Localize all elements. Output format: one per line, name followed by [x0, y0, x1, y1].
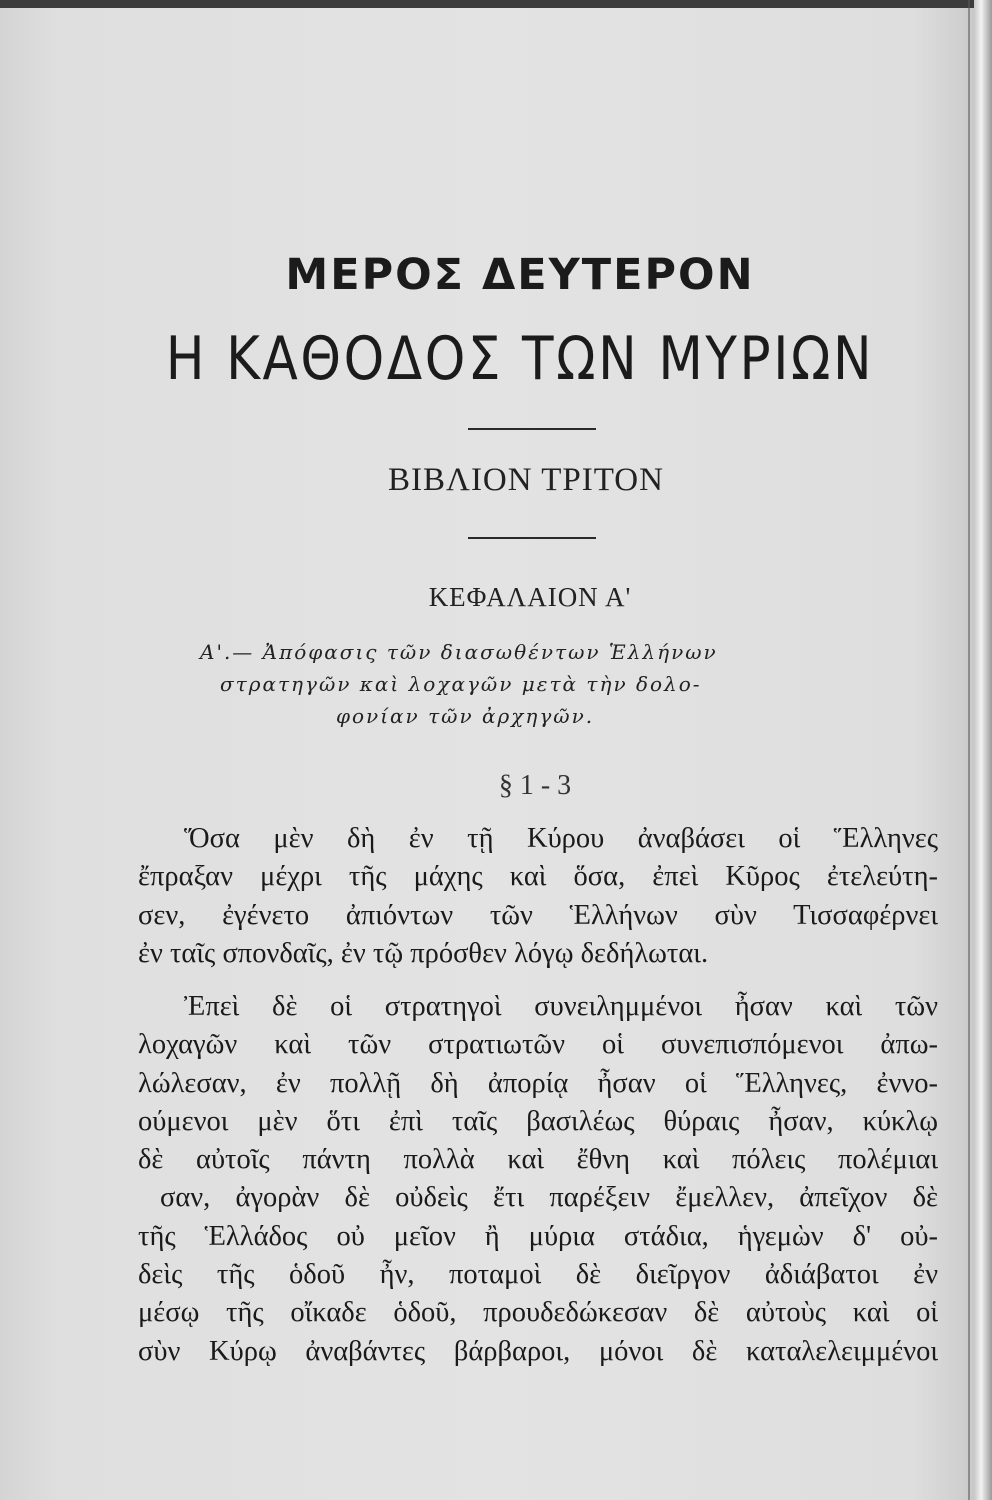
- text-line: δεὶς τῆς ὁδοῦ ἦν, ποταμοὶ δὲ διεῖργον ἀδιάβατοι ἐν: [138, 1259, 938, 1291]
- text-line: Ἐπεὶ δὲ οἱ στρατηγοὶ συνειλημμένοι ἦσαν καὶ τῶν: [184, 991, 938, 1022]
- part-title: ΜΕΡΟΣ ΔΕΥΤΕΡΟΝ: [285, 250, 755, 300]
- chapter-summary: [200, 636, 920, 732]
- text-line: δὲ αὐτοῖς πάντη πολλὰ καὶ ἔθνη καὶ πόλεις πολέμιαι: [138, 1144, 938, 1176]
- text-line: σαν, ἀγορὰν δὲ οὐδεὶς ἔτι παρέξειν ἔμελλεν, ἀπεῖχον δὲ: [160, 1182, 938, 1214]
- text-line: Ὅσα μὲν δὴ ἐν τῇ Κύρου ἀναβάσει οἱ Ἕλληνες: [184, 823, 938, 854]
- paragraph: [138, 820, 938, 973]
- page-fold-line: [968, 0, 970, 1500]
- text-line: λοχαγῶν καὶ τῶν στρατιωτῶν οἱ συνεπισπόμενοι ἀπω-: [138, 1029, 938, 1061]
- divider-rule: [468, 428, 596, 430]
- chapter-title: ΚΕΦΑΛΑΙΟΝ Α': [428, 582, 632, 612]
- scan-top-edge: [0, 0, 992, 8]
- main-title: Η ΚΑΘΟΔΟΣ ΤΩΝ ΜΥΡΙΩΝ: [165, 324, 875, 394]
- text-line: λώλεσαν, ἐν πολλῇ δὴ ἀπορίᾳ ἦσαν οἱ Ἕλληνες, ἐννο-: [138, 1067, 938, 1099]
- text-line: μέσῳ τῆς οἴκαδε ὁδοῦ, προυδεδώκεσαν δὲ αὐτοὺς καὶ οἱ: [138, 1297, 938, 1329]
- text-line: τῆς Ἑλλάδος οὐ μεῖον ἢ μύρια στάδια, ἡγεμὼν δ' οὐ-: [138, 1220, 938, 1252]
- text-line: ἔπραξαν μέχρι τῆς μάχης καὶ ὅσα, ἐπεὶ Κῦρος ἐτελεύτη-: [138, 861, 938, 893]
- paragraph: [138, 988, 938, 1371]
- text-line: σὺν Κύρῳ ἀναβάντες βάρβαροι, μόνοι δὲ καταλελειμμένοι: [138, 1335, 938, 1367]
- text-line: ούμενοι μὲν ὅτι ἐπὶ ταῖς βασιλέως θύραις ἦσαν, κύκλῳ: [138, 1105, 938, 1137]
- text-line: σεν, ἐγένετο ἀπιόντων τῶν Ἑλλήνων σὺν Τισσαφέρνει: [138, 899, 938, 931]
- section-label: § 1 - 3: [498, 770, 572, 801]
- summary-line: στρατηγῶν καὶ λοχαγῶν μετὰ τὴν δολο-: [220, 672, 702, 696]
- divider-rule: [468, 537, 596, 539]
- book-title: ΒΙΒΛΙΟΝ ΤΡΙΤΟΝ: [388, 462, 664, 498]
- page-right-edge: [974, 0, 992, 1500]
- summary-line: Α'.— Ἀπόφασις τῶν διασωθέντων Ἑλλήνων: [200, 640, 718, 664]
- text-line: ἐν ταῖς σπονδαῖς, ἐν τῷ πρόσθεν λόγῳ δεδήλωται.: [138, 937, 709, 969]
- summary-line: φονίαν τῶν ἀρχηγῶν.: [336, 704, 595, 728]
